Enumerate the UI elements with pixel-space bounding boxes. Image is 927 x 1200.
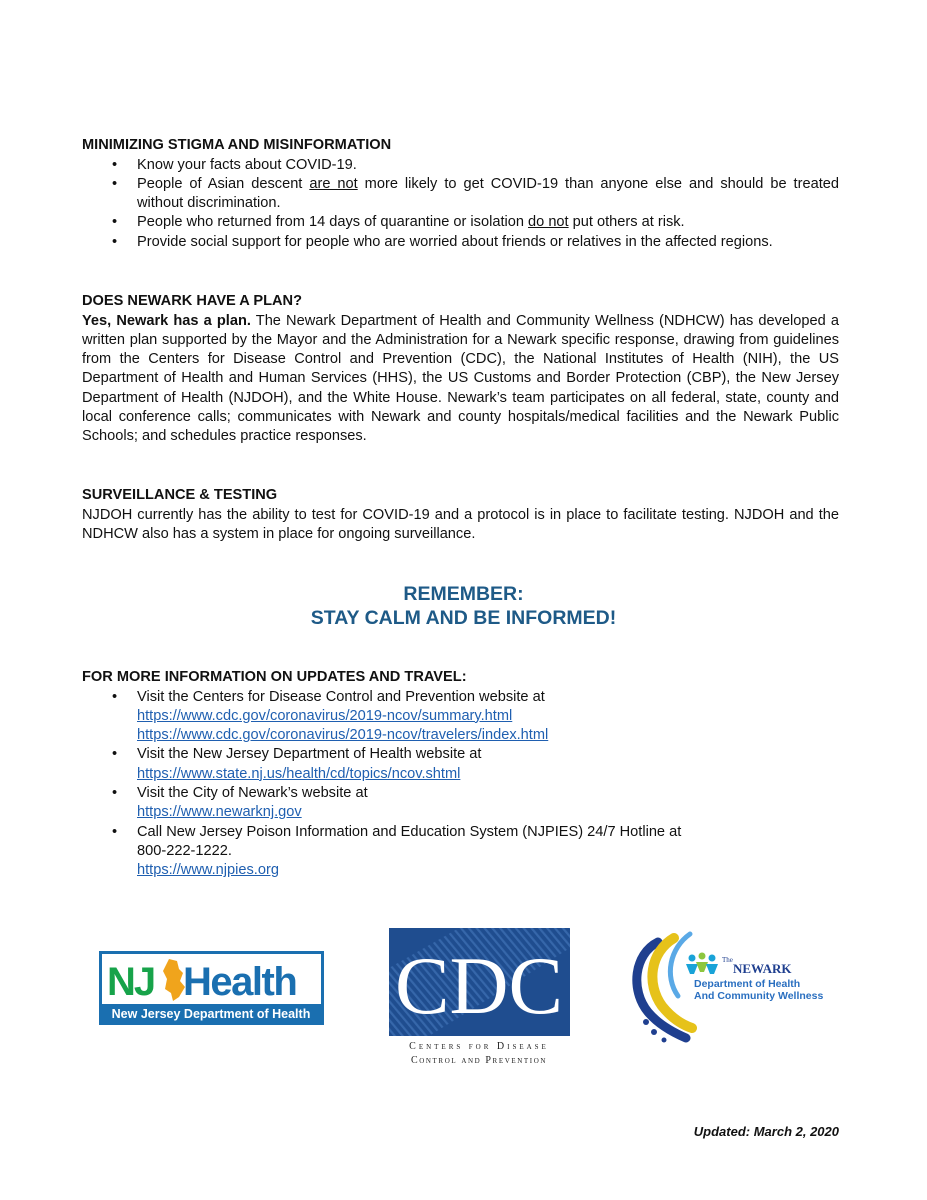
cdc-logo — [389, 928, 570, 1068]
newark-logo — [628, 928, 833, 1046]
list-item — [82, 823, 839, 881]
dot-icon — [662, 1038, 667, 1043]
stigma-list — [82, 156, 839, 252]
stigma-heading: MINIMIZING STIGMA AND MISINFORMATION — [82, 137, 392, 153]
list-item — [82, 156, 839, 175]
newark-line-1: Department of Health — [694, 978, 801, 990]
remember-line-2: STAY CALM AND BE INFORMED! — [310, 607, 617, 629]
info-heading: FOR MORE INFORMATION ON UPDATES AND TRAVEL: — [82, 669, 467, 685]
newark-the: The — [722, 956, 733, 964]
list-item-text: People who returned from 14 days of quarantine or isolation — [137, 214, 529, 231]
info-list — [82, 688, 839, 881]
emphasis-text: are not — [309, 175, 358, 192]
bullet-icon: • — [112, 784, 118, 801]
nj-text: NJ — [107, 960, 155, 1004]
list-item-text: Know your facts about COVID-19. — [137, 156, 357, 173]
list-item — [82, 784, 839, 823]
njpies-link[interactable]: https://www.njpies.org — [137, 862, 279, 879]
list-item-text: Provide social support for people who are worried about friends or relatives in the affected regions. — [137, 233, 773, 250]
plan-lead: Yes, Newark has a plan. — [82, 312, 251, 329]
njpies-text: Call New Jersey Poison Information and Education System (NJPIES) 24/7 Hotline at — [137, 823, 682, 840]
emphasis-text: do not — [528, 214, 569, 231]
nj-health-subtitle: New Jersey Department of Health — [111, 1007, 311, 1021]
dot-icon — [643, 1019, 649, 1025]
health-text: Health — [183, 960, 297, 1004]
list-item — [82, 688, 839, 746]
list-item-text: more likely to get COVID-19 than anyone else and should be treated without discrimination. — [137, 175, 839, 212]
bullet-icon: • — [112, 175, 118, 192]
newark-name: NEWARK — [733, 961, 792, 976]
list-item — [82, 213, 839, 232]
bullet-icon: • — [112, 823, 118, 840]
cdc-summary-link[interactable]: https://www.cdc.gov/coronavirus/2019-ncov/summary.html — [137, 707, 513, 724]
city-text: Visit the City of Newark’s website at — [137, 784, 368, 801]
dot-icon — [651, 1029, 657, 1035]
nj-health-logo — [99, 951, 324, 1025]
plan-heading: DOES NEWARK HAVE A PLAN? — [82, 293, 302, 309]
bullet-icon: • — [112, 214, 118, 231]
remember-line-1: REMEMBER: — [403, 583, 524, 605]
remember-callout — [0, 582, 927, 630]
plan-paragraph — [82, 312, 839, 447]
newark-city-link[interactable]: https://www.newarknj.gov — [137, 804, 302, 821]
cdc-line-2: Control and Prevention — [410, 1055, 548, 1066]
surveillance-paragraph: NJDOH currently has the ability to test for COVID-19 and a protocol is in place to facilitate testing. NJDOH and the NDHCW also has a system in place for ongoing surveillance. — [82, 506, 839, 542]
cdc-travelers-link[interactable]: https://www.cdc.gov/coronavirus/2019-ncov/travelers/index.html — [137, 727, 549, 744]
njpies-phone: 800-222-1222. — [137, 842, 232, 859]
njdoh-link[interactable]: https://www.state.nj.us/health/cd/topics/ncov.shtml — [137, 765, 461, 782]
cdc-mark: CDC — [395, 940, 563, 1031]
surveillance-section — [82, 486, 839, 544]
bullet-icon: • — [112, 233, 118, 250]
stigma-section — [82, 136, 839, 252]
plan-section — [82, 292, 839, 447]
list-item — [82, 233, 839, 252]
cdc-text: Visit the Centers for Disease Control and Prevention website at — [137, 688, 545, 705]
list-item-text: put others at risk. — [568, 214, 685, 231]
bullet-icon: • — [112, 688, 118, 705]
njdoh-text: Visit the New Jersey Department of Health website at — [137, 746, 482, 763]
plan-body: The Newark Department of Health and Community Wellness (NDHCW) has developed a written plan supported by the Mayor and the Administration for a Newark specific response, drawing from guidelines from the Centers for Disease Control and Prevention (CDC), the National Institutes of Health (NIH), the US Department of Health and Human Services (HHS), the US Customs and Border Protection (CBP), the New Jersey Department of Health (NJDOH), and the White House. Newark’s team participates on all federal, state, county and local conference calls; communicates with Newark and county hospitals/medical facilities and the Newark Public Schools; and schedules practice responses. — [82, 312, 840, 445]
list-item — [82, 175, 839, 214]
updated-date: Updated: March 2, 2020 — [693, 1124, 839, 1139]
surveillance-heading: SURVEILLANCE & TESTING — [82, 487, 278, 503]
newark-line-2: And Community Wellness — [694, 990, 824, 1002]
people-icon — [686, 953, 718, 975]
bullet-icon: • — [112, 156, 118, 173]
list-item-text: People of Asian descent — [137, 175, 310, 192]
list-item — [82, 745, 839, 784]
cdc-line-1: Centers for Disease — [409, 1041, 549, 1052]
bullet-icon: • — [112, 746, 118, 763]
info-section — [82, 668, 839, 880]
